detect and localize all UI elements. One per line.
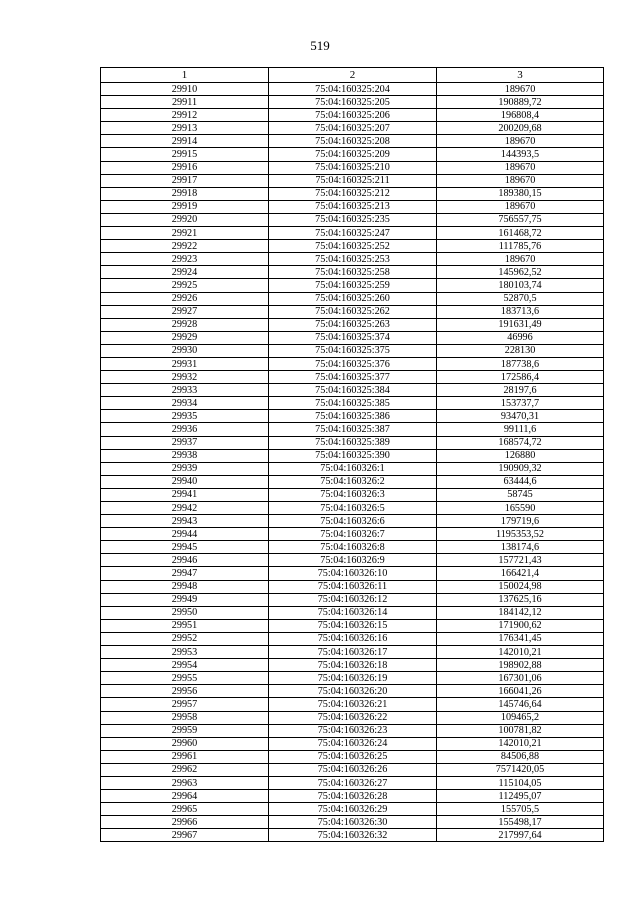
value-cell: 145746,64 (437, 698, 604, 711)
row-number-cell: 29948 (101, 580, 269, 593)
value-cell: 153737,7 (437, 397, 604, 410)
value-cell: 187738,6 (437, 357, 604, 370)
cadastral-number-cell: 75:04:160325:211 (269, 174, 437, 187)
table-row (101, 829, 604, 842)
cadastral-number-cell: 75:04:160326:20 (269, 685, 437, 698)
cadastral-number-cell: 75:04:160325:389 (269, 436, 437, 449)
value-cell: 189670 (437, 83, 604, 96)
value-cell: 109465,2 (437, 711, 604, 724)
table-row (101, 515, 604, 528)
value-cell: 166421,4 (437, 567, 604, 580)
row-number-cell: 29933 (101, 384, 269, 397)
cadastral-number-cell: 75:04:160325:386 (269, 410, 437, 423)
cadastral-number-cell: 75:04:160325:384 (269, 384, 437, 397)
table-row (101, 672, 604, 685)
cadastral-number-cell: 75:04:160325:262 (269, 305, 437, 318)
table-row (101, 318, 604, 331)
value-cell: 196808,4 (437, 109, 604, 122)
row-number-cell: 29945 (101, 541, 269, 554)
row-number-cell: 29935 (101, 410, 269, 423)
cadastral-number-cell: 75:04:160325:207 (269, 122, 437, 135)
cadastral-number-cell: 75:04:160325:253 (269, 253, 437, 266)
cadastral-number-cell: 75:04:160325:377 (269, 371, 437, 384)
table-row (101, 606, 604, 619)
cadastral-number-cell: 75:04:160325:375 (269, 344, 437, 357)
cadastral-number-cell: 75:04:160326:10 (269, 567, 437, 580)
table-row (101, 410, 604, 423)
value-cell: 100781,82 (437, 724, 604, 737)
value-cell: 7571420,05 (437, 763, 604, 776)
table-row (101, 646, 604, 659)
table-row (101, 135, 604, 148)
value-cell: 184142,12 (437, 606, 604, 619)
table-row (101, 292, 604, 305)
value-cell: 756557,75 (437, 213, 604, 226)
table-row (101, 488, 604, 501)
cadastral-number-cell: 75:04:160326:23 (269, 724, 437, 737)
table-row (101, 96, 604, 109)
row-number-cell: 29940 (101, 475, 269, 488)
cadastral-number-cell: 75:04:160325:213 (269, 200, 437, 213)
table-row (101, 161, 604, 174)
row-number-cell: 29965 (101, 803, 269, 816)
table-body (101, 83, 604, 842)
row-number-cell: 29941 (101, 488, 269, 501)
cadastral-number-cell: 75:04:160326:12 (269, 593, 437, 606)
row-number-cell: 29956 (101, 685, 269, 698)
row-number-cell: 29915 (101, 148, 269, 161)
table-row (101, 475, 604, 488)
row-number-cell: 29951 (101, 619, 269, 632)
cadastral-number-cell: 75:04:160326:17 (269, 646, 437, 659)
table-row (101, 253, 604, 266)
table-row (101, 567, 604, 580)
table-row (101, 331, 604, 344)
table-row (101, 279, 604, 292)
row-number-cell: 29942 (101, 502, 269, 515)
cadastral-number-cell: 75:04:160326:9 (269, 554, 437, 567)
cadastral-number-cell: 75:04:160325:209 (269, 148, 437, 161)
value-cell: 115104,05 (437, 776, 604, 789)
row-number-cell: 29921 (101, 227, 269, 240)
value-cell: 179719,6 (437, 515, 604, 528)
row-number-cell: 29946 (101, 554, 269, 567)
row-number-cell: 29959 (101, 724, 269, 737)
value-cell: 155705,5 (437, 803, 604, 816)
cadastral-number-cell: 75:04:160326:7 (269, 528, 437, 541)
page-number: 519 (310, 38, 330, 53)
value-cell: 183713,6 (437, 305, 604, 318)
column-header-3: 3 (437, 68, 604, 83)
cadastral-number-cell: 75:04:160325:252 (269, 240, 437, 253)
cadastral-number-cell: 75:04:160326:25 (269, 750, 437, 763)
value-cell: 63444,6 (437, 475, 604, 488)
cadastral-number-cell: 75:04:160326:24 (269, 737, 437, 750)
value-cell: 145962,52 (437, 266, 604, 279)
cadastral-number-cell: 75:04:160326:3 (269, 488, 437, 501)
row-number-cell: 29944 (101, 528, 269, 541)
value-cell: 189380,15 (437, 187, 604, 200)
row-number-cell: 29914 (101, 135, 269, 148)
table-row (101, 227, 604, 240)
table-row (101, 436, 604, 449)
data-table (100, 67, 604, 842)
row-number-cell: 29912 (101, 109, 269, 122)
cadastral-number-cell: 75:04:160325:210 (269, 161, 437, 174)
row-number-cell: 29949 (101, 593, 269, 606)
table-row (101, 750, 604, 763)
row-number-cell: 29936 (101, 423, 269, 436)
row-number-cell: 29960 (101, 737, 269, 750)
value-cell: 189670 (437, 174, 604, 187)
cadastral-number-cell: 75:04:160326:26 (269, 763, 437, 776)
row-number-cell: 29938 (101, 449, 269, 462)
row-number-cell: 29925 (101, 279, 269, 292)
row-number-cell: 29926 (101, 292, 269, 305)
value-cell: 28197,6 (437, 384, 604, 397)
table-row (101, 266, 604, 279)
row-number-cell: 29930 (101, 344, 269, 357)
value-cell: 217997,64 (437, 829, 604, 842)
value-cell: 171900,62 (437, 619, 604, 632)
value-cell: 189670 (437, 200, 604, 213)
table-row (101, 502, 604, 515)
cadastral-number-cell: 75:04:160326:29 (269, 803, 437, 816)
cadastral-number-cell: 75:04:160326:5 (269, 502, 437, 515)
value-cell: 191631,49 (437, 318, 604, 331)
table-row (101, 83, 604, 96)
value-cell: 200209,68 (437, 122, 604, 135)
table-header (101, 68, 604, 83)
header-row (101, 68, 604, 83)
value-cell: 126880 (437, 449, 604, 462)
cadastral-number-cell: 75:04:160326:22 (269, 711, 437, 724)
value-cell: 165590 (437, 502, 604, 515)
value-cell: 137625,16 (437, 593, 604, 606)
value-cell: 161468,72 (437, 227, 604, 240)
cadastral-number-cell: 75:04:160326:8 (269, 541, 437, 554)
table-row (101, 397, 604, 410)
cadastral-number-cell: 75:04:160325:387 (269, 423, 437, 436)
value-cell: 189670 (437, 253, 604, 266)
table-row (101, 200, 604, 213)
row-number-cell: 29955 (101, 672, 269, 685)
cadastral-number-cell: 75:04:160326:11 (269, 580, 437, 593)
row-number-cell: 29917 (101, 174, 269, 187)
row-number-cell: 29913 (101, 122, 269, 135)
table-row (101, 528, 604, 541)
cadastral-number-cell: 75:04:160326:6 (269, 515, 437, 528)
value-cell: 112495,07 (437, 790, 604, 803)
value-cell: 167301,06 (437, 672, 604, 685)
table-row (101, 580, 604, 593)
value-cell: 172586,4 (437, 371, 604, 384)
table-row (101, 187, 604, 200)
table-row (101, 213, 604, 226)
table-row (101, 593, 604, 606)
row-number-cell: 29950 (101, 606, 269, 619)
row-number-cell: 29966 (101, 816, 269, 829)
value-cell: 58745 (437, 488, 604, 501)
table-row (101, 685, 604, 698)
table-row (101, 462, 604, 475)
row-number-cell: 29961 (101, 750, 269, 763)
row-number-cell: 29918 (101, 187, 269, 200)
value-cell: 138174,6 (437, 541, 604, 554)
row-number-cell: 29911 (101, 96, 269, 109)
value-cell: 166041,26 (437, 685, 604, 698)
table-row (101, 240, 604, 253)
row-number-cell: 29962 (101, 763, 269, 776)
row-number-cell: 29939 (101, 462, 269, 475)
table-row (101, 724, 604, 737)
table-row (101, 737, 604, 750)
table-row (101, 803, 604, 816)
cadastral-number-cell: 75:04:160326:27 (269, 776, 437, 789)
row-number-cell: 29931 (101, 357, 269, 370)
table-row (101, 122, 604, 135)
value-cell: 176341,45 (437, 632, 604, 645)
table-row (101, 790, 604, 803)
table-row (101, 554, 604, 567)
value-cell: 46996 (437, 331, 604, 344)
cadastral-number-cell: 75:04:160326:15 (269, 619, 437, 632)
row-number-cell: 29924 (101, 266, 269, 279)
table-row (101, 305, 604, 318)
value-cell: 93470,31 (437, 410, 604, 423)
cadastral-number-cell: 75:04:160325:212 (269, 187, 437, 200)
cadastral-number-cell: 75:04:160326:19 (269, 672, 437, 685)
cadastral-number-cell: 75:04:160326:30 (269, 816, 437, 829)
value-cell: 190889,72 (437, 96, 604, 109)
cadastral-number-cell: 75:04:160325:385 (269, 397, 437, 410)
value-cell: 190909,32 (437, 462, 604, 475)
table-row (101, 632, 604, 645)
cadastral-number-cell: 75:04:160326:1 (269, 462, 437, 475)
table-row (101, 344, 604, 357)
table-row (101, 423, 604, 436)
value-cell: 1195353,52 (437, 528, 604, 541)
row-number-cell: 29958 (101, 711, 269, 724)
table-row (101, 449, 604, 462)
row-number-cell: 29954 (101, 659, 269, 672)
cadastral-number-cell: 75:04:160326:2 (269, 475, 437, 488)
row-number-cell: 29923 (101, 253, 269, 266)
table-row (101, 659, 604, 672)
cadastral-number-cell: 75:04:160325:263 (269, 318, 437, 331)
value-cell: 189670 (437, 135, 604, 148)
column-header-1: 1 (101, 68, 269, 83)
value-cell: 198902,88 (437, 659, 604, 672)
row-number-cell: 29919 (101, 200, 269, 213)
table-row (101, 541, 604, 554)
cadastral-number-cell: 75:04:160325:259 (269, 279, 437, 292)
row-number-cell: 29963 (101, 776, 269, 789)
value-cell: 168574,72 (437, 436, 604, 449)
table-row (101, 148, 604, 161)
row-number-cell: 29952 (101, 632, 269, 645)
value-cell: 52870,5 (437, 292, 604, 305)
table-row (101, 174, 604, 187)
cadastral-number-cell: 75:04:160325:247 (269, 227, 437, 240)
value-cell: 142010,21 (437, 737, 604, 750)
cadastral-number-cell: 75:04:160325:376 (269, 357, 437, 370)
table-row (101, 619, 604, 632)
row-number-cell: 29910 (101, 83, 269, 96)
cadastral-number-cell: 75:04:160325:208 (269, 135, 437, 148)
cadastral-number-cell: 75:04:160325:374 (269, 331, 437, 344)
value-cell: 180103,74 (437, 279, 604, 292)
cadastral-number-cell: 75:04:160326:14 (269, 606, 437, 619)
row-number-cell: 29920 (101, 213, 269, 226)
row-number-cell: 29928 (101, 318, 269, 331)
value-cell: 84506,88 (437, 750, 604, 763)
table-row (101, 816, 604, 829)
row-number-cell: 29964 (101, 790, 269, 803)
table-row (101, 698, 604, 711)
value-cell: 142010,21 (437, 646, 604, 659)
cadastral-number-cell: 75:04:160326:32 (269, 829, 437, 842)
table-row (101, 109, 604, 122)
row-number-cell: 29922 (101, 240, 269, 253)
cadastral-number-cell: 75:04:160326:21 (269, 698, 437, 711)
row-number-cell: 29953 (101, 646, 269, 659)
table-row (101, 357, 604, 370)
table-row (101, 711, 604, 724)
value-cell: 228130 (437, 344, 604, 357)
table-row (101, 371, 604, 384)
row-number-cell: 29916 (101, 161, 269, 174)
cadastral-number-cell: 75:04:160325:390 (269, 449, 437, 462)
cadastral-number-cell: 75:04:160325:206 (269, 109, 437, 122)
table-row (101, 384, 604, 397)
cadastral-number-cell: 75:04:160326:16 (269, 632, 437, 645)
table-row (101, 776, 604, 789)
row-number-cell: 29934 (101, 397, 269, 410)
column-header-2: 2 (269, 68, 437, 83)
row-number-cell: 29929 (101, 331, 269, 344)
row-number-cell: 29937 (101, 436, 269, 449)
cadastral-number-cell: 75:04:160326:28 (269, 790, 437, 803)
value-cell: 144393,5 (437, 148, 604, 161)
value-cell: 150024,98 (437, 580, 604, 593)
value-cell: 189670 (437, 161, 604, 174)
cadastral-number-cell: 75:04:160325:258 (269, 266, 437, 279)
value-cell: 99111,6 (437, 423, 604, 436)
cadastral-number-cell: 75:04:160325:235 (269, 213, 437, 226)
cadastral-number-cell: 75:04:160326:18 (269, 659, 437, 672)
row-number-cell: 29967 (101, 829, 269, 842)
row-number-cell: 29927 (101, 305, 269, 318)
cadastral-number-cell: 75:04:160325:260 (269, 292, 437, 305)
row-number-cell: 29947 (101, 567, 269, 580)
value-cell: 155498,17 (437, 816, 604, 829)
row-number-cell: 29932 (101, 371, 269, 384)
row-number-cell: 29943 (101, 515, 269, 528)
cadastral-number-cell: 75:04:160325:205 (269, 96, 437, 109)
row-number-cell: 29957 (101, 698, 269, 711)
cadastral-number-cell: 75:04:160325:204 (269, 83, 437, 96)
value-cell: 111785,76 (437, 240, 604, 253)
value-cell: 157721,43 (437, 554, 604, 567)
table-row (101, 763, 604, 776)
